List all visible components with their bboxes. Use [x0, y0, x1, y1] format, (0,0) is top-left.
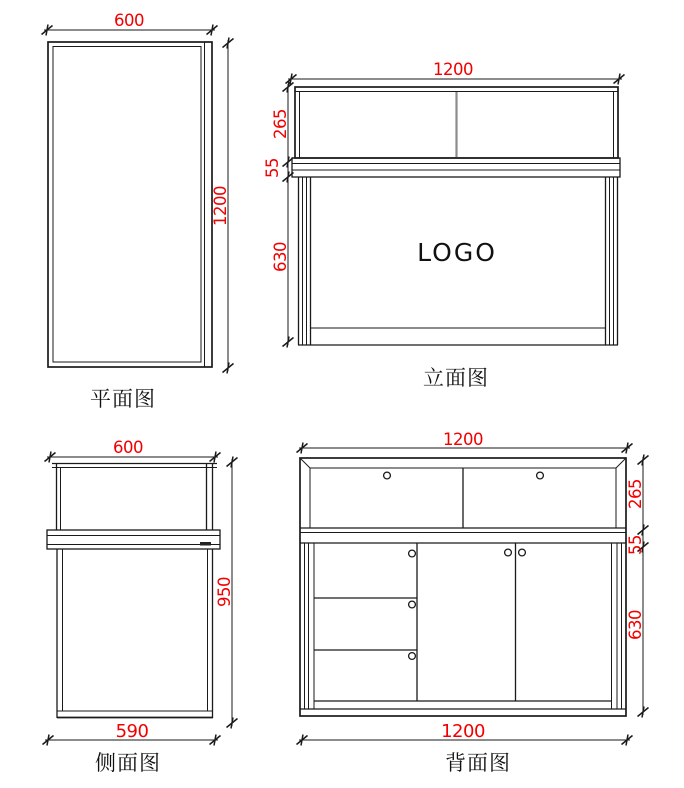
side-counter-band	[47, 530, 220, 549]
plan-view	[42, 11, 234, 411]
side-bottom-width-value: 590	[115, 721, 149, 742]
plan-inner-edge	[53, 47, 201, 363]
back-counter-height-value: 55	[626, 535, 645, 555]
drawer-column	[314, 543, 417, 701]
back-counter-band	[300, 528, 626, 543]
back-view-title: 背面图	[445, 752, 511, 775]
back-lower-body	[300, 543, 626, 709]
lock-mark	[200, 542, 211, 546]
elevation-width-value: 1200	[433, 60, 473, 79]
elevation-height-dimension-chain	[263, 82, 294, 348]
back-top-width-value: 1200	[443, 430, 483, 449]
side-top-width-dimension	[45, 438, 221, 463]
dim-tick	[638, 707, 649, 718]
back-height-dimension-chain	[626, 455, 649, 718]
elevation-counter-band	[292, 158, 620, 177]
mitre-corner-left	[300, 458, 310, 468]
back-body-height-value: 630	[626, 610, 645, 640]
side-view	[43, 438, 238, 775]
logo-text: LOGO	[417, 238, 497, 267]
dim-tick	[227, 457, 238, 468]
side-glass-case	[52, 464, 217, 531]
back-glass-panels	[384, 468, 544, 528]
side-height-value: 950	[215, 577, 234, 607]
drawer-knob-hole	[409, 653, 416, 660]
dim-tick	[227, 718, 238, 729]
side-view-title: 侧面图	[95, 752, 161, 775]
elevation-view	[263, 60, 625, 390]
elevation-lower-body	[298, 177, 618, 345]
dim-tick	[223, 38, 234, 49]
dim-tick	[638, 525, 649, 536]
side-top-width-value: 600	[113, 438, 143, 457]
side-lower-body	[57, 549, 213, 718]
side-height-dimension	[215, 457, 238, 729]
elevation-view-title: 立面图	[423, 367, 489, 390]
plan-counter-outline	[48, 42, 212, 367]
back-glass-height-value: 265	[626, 479, 645, 509]
panel-knob-hole	[537, 472, 544, 479]
plan-width-value: 600	[114, 11, 144, 30]
plan-height-dimension	[211, 38, 234, 374]
elevation-width-dimension	[286, 60, 625, 85]
back-view	[297, 430, 649, 775]
dim-tick	[223, 363, 234, 374]
plan-width-dimension	[42, 11, 218, 36]
back-bottom-width-value: 1200	[441, 721, 485, 742]
door-knob-hole	[519, 549, 526, 556]
dim-tick	[283, 337, 294, 348]
drawer-knob-hole	[409, 601, 416, 608]
elevation-glass-height-value: 265	[271, 109, 290, 139]
drawer-knob-hole	[409, 550, 416, 557]
elevation-glass-case	[295, 87, 618, 158]
back-bottom-width-dimension	[297, 721, 633, 746]
elevation-counter-height-value: 55	[263, 158, 282, 178]
dim-tick	[638, 455, 649, 466]
mitre-corner-right	[616, 458, 626, 468]
door-knob-hole	[505, 549, 512, 556]
back-top-width-dimension	[297, 430, 633, 454]
plan-outer-edge	[48, 42, 212, 367]
panel-knob-hole	[384, 472, 391, 479]
plan-height-value: 1200	[211, 186, 230, 226]
dim-tick	[283, 82, 294, 93]
elevation-body-height-value: 630	[271, 242, 290, 272]
side-bottom-width-dimension	[43, 721, 221, 746]
plan-view-title: 平面图	[90, 388, 156, 411]
door-pair	[505, 543, 526, 701]
